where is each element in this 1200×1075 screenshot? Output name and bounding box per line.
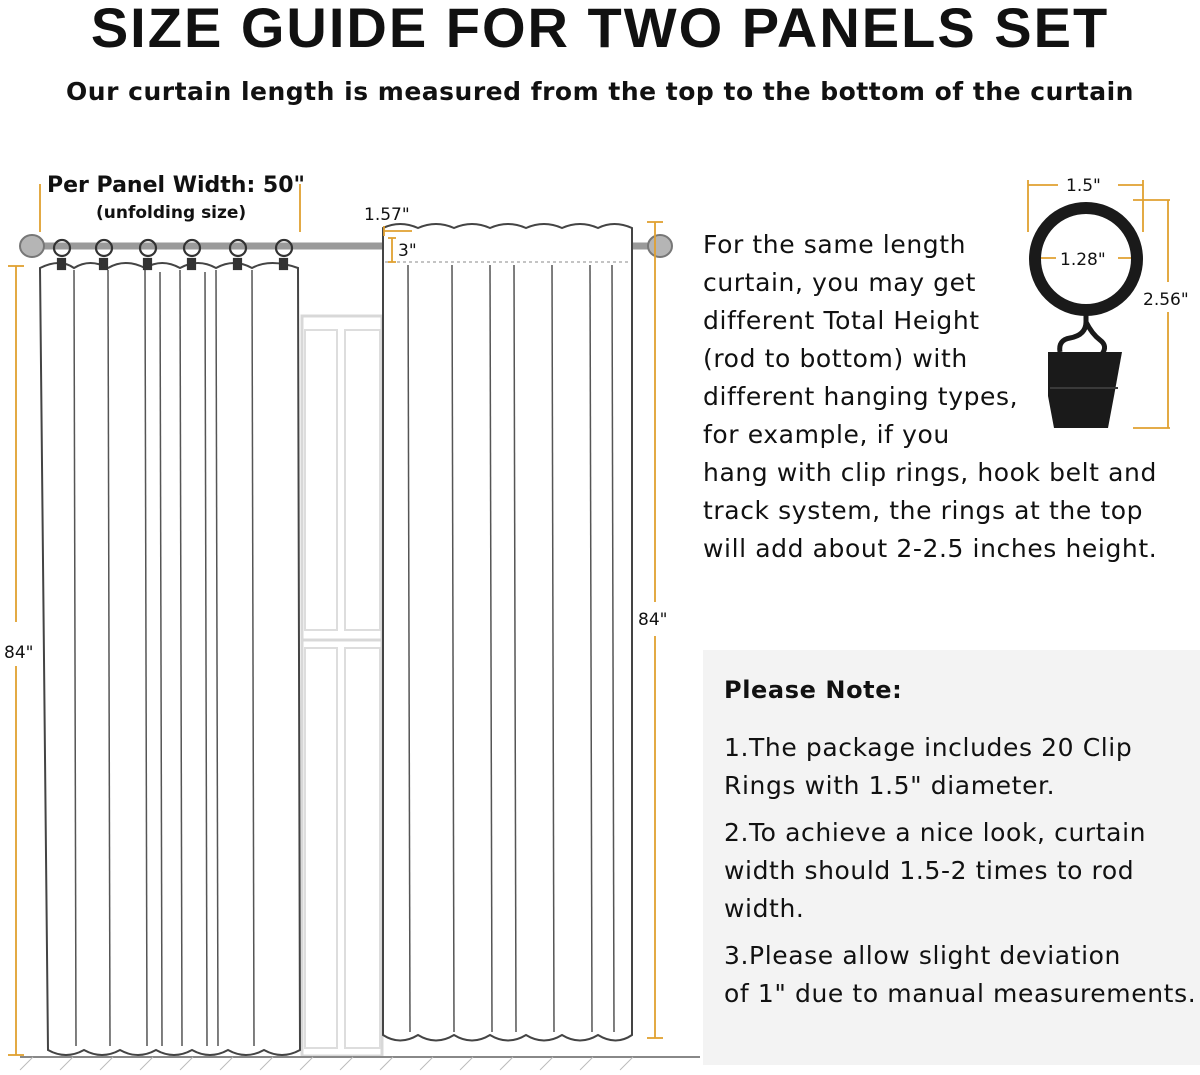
- floor-hatch: [20, 1057, 633, 1070]
- note-item-3: [724, 937, 1200, 1013]
- panel-width-sublabel: (unfolding size): [96, 203, 247, 223]
- page-title: SIZE GUIDE FOR TWO PANELS SET: [90, 0, 1110, 59]
- left-height-label: 84": [4, 643, 34, 663]
- description-line: (rod to bottom) with: [703, 344, 968, 373]
- right-curtain-panel: [383, 224, 632, 1041]
- hanging-description: [703, 226, 1193, 568]
- note-item-2: [724, 814, 1200, 928]
- description-line: different Total Height: [703, 306, 980, 335]
- note-line: Rings with 1.5" diameter.: [724, 771, 1056, 800]
- note-line: 3.Please allow slight deviation: [724, 941, 1122, 970]
- ring-outer-diameter-label: 1.5": [1066, 176, 1101, 196]
- ring-inner-diameter-label: 1.28": [1060, 250, 1106, 270]
- ring-height-label: 2.56": [1143, 290, 1189, 310]
- description-line: hang with clip rings, hook belt and: [703, 458, 1157, 487]
- right-height-label: 84": [638, 610, 668, 630]
- description-line: curtain, you may get: [703, 268, 977, 297]
- note-item-1: [724, 729, 1200, 805]
- description-line: track system, the rings at the top: [703, 496, 1144, 525]
- note-line: width.: [724, 894, 805, 923]
- description-line: will add about 2-2.5 inches height.: [703, 534, 1158, 563]
- top-gap-label: 1.57": [364, 205, 410, 225]
- pocket-depth-label: 3": [398, 241, 417, 261]
- left-curtain-panel: [40, 263, 300, 1055]
- note-line: 2.To achieve a nice look, curtain: [724, 818, 1147, 847]
- panel-width-label: Per Panel Width: 50": [47, 173, 305, 198]
- window-illustration: [302, 316, 382, 1056]
- page-subtitle: Our curtain length is measured from the top to the bottom of the curtain: [66, 77, 1134, 106]
- description-line: different hanging types,: [703, 382, 1019, 411]
- note-title: Please Note:: [724, 676, 903, 704]
- note-line: 1.The package includes 20 Clip: [724, 733, 1133, 762]
- note-line: of 1" due to manual measurements.: [724, 979, 1197, 1008]
- description-line: for example, if you: [703, 420, 950, 449]
- note-line: width should 1.5-2 times to rod: [724, 856, 1135, 885]
- description-line: For the same length: [703, 230, 967, 259]
